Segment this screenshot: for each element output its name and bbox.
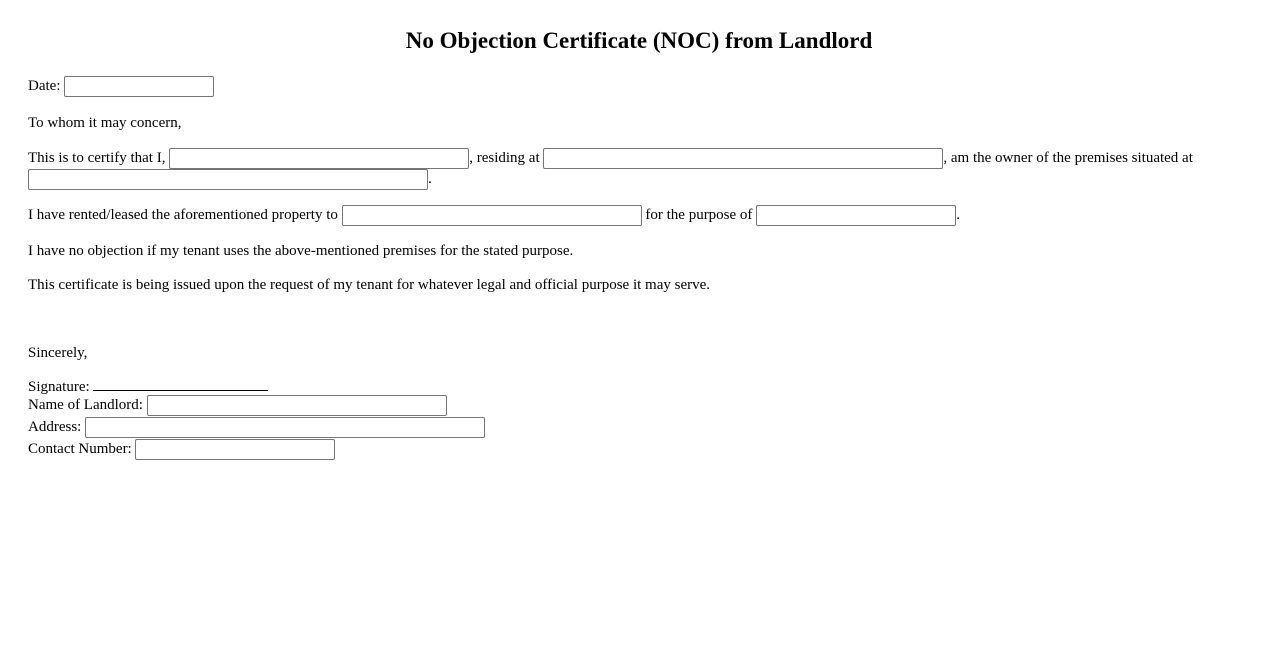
rented-prefix: I have rented/leased the aforementioned property to [28,207,338,224]
no-objection-paragraph: I have no objection if my tenant uses the above-mentioned premises for the stated purpose. [28,243,574,260]
landlord-name-inline-input[interactable] [169,148,469,169]
contact-number-input[interactable] [135,439,335,460]
tenant-name-input[interactable] [342,205,642,226]
purpose-text: for the purpose of [645,207,753,224]
period-text-2: . [956,207,960,224]
contact-row [28,439,1250,460]
residing-at-text: , residing at [469,150,540,167]
landlord-name-row [28,395,1250,416]
owner-text: , am the owner of the premises situated at [943,150,1193,167]
date-row [28,76,1250,97]
date-label: Date: [28,78,61,94]
signature-row [28,377,1250,397]
address-label: Address: [28,419,82,436]
landlord-name-input[interactable] [147,395,447,416]
period-text: . [428,171,432,188]
rented-paragraph [28,205,1250,226]
purpose-input[interactable] [756,205,956,226]
signature-block [28,377,1250,460]
closing: Sincerely, [28,345,88,362]
address-input[interactable] [85,417,485,438]
certify-prefix: This is to certify that I, [28,150,166,167]
landlord-residence-input[interactable] [543,148,943,169]
contact-label: Contact Number: [28,441,132,458]
certify-paragraph [28,148,1250,190]
premises-address-input[interactable] [28,169,428,190]
date-input[interactable] [64,76,214,97]
signature-label: Signature: [28,379,90,396]
address-row [28,417,1250,438]
issued-paragraph: This certificate is being issued upon the request of my tenant for whatever legal and official purpose it may serve. [28,277,711,294]
landlord-name-label: Name of Landlord: [28,397,143,414]
salutation: To whom it may concern, [28,115,182,132]
page-title: No Objection Certificate (NOC) from Landlord [405,28,873,53]
signature-line [93,378,268,391]
